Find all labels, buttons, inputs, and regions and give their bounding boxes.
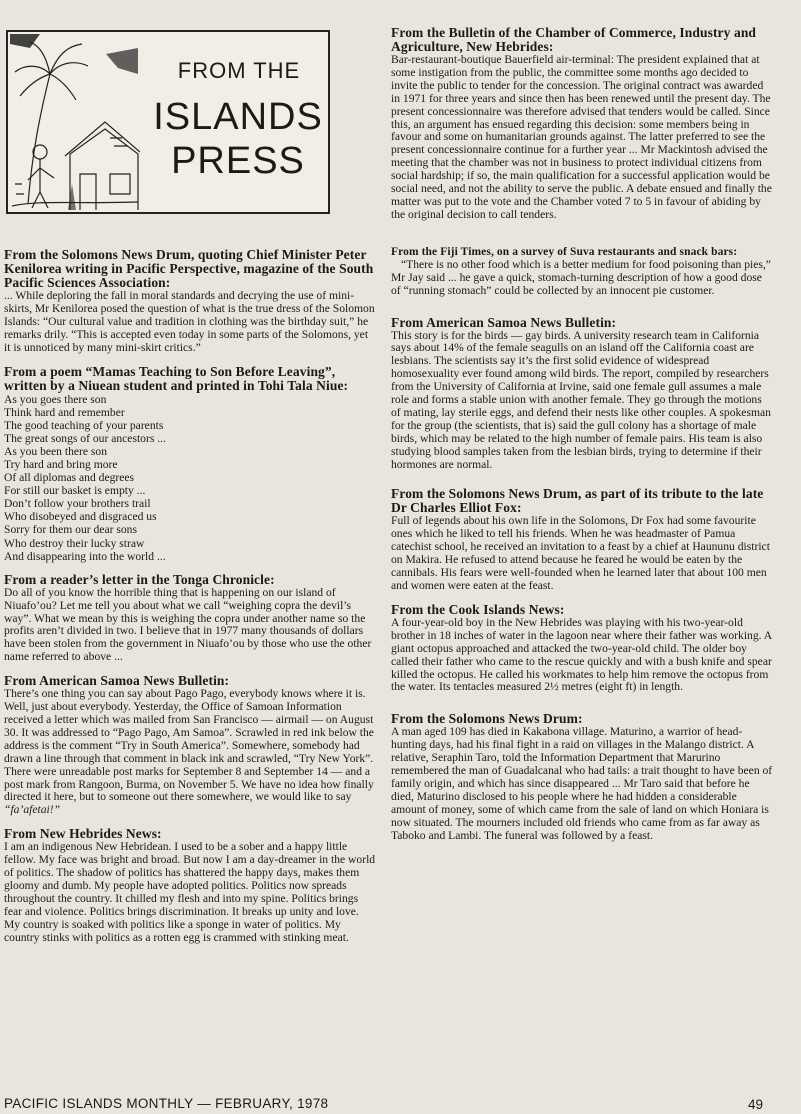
poem-line: Who destroy their lucky straw: [4, 536, 145, 550]
article-heading: From the Fiji Times, on a survey of Suva restaurants and snack bars:: [391, 245, 738, 258]
article-body: ... While deploring the fall in moral standards and decrying the use of mini-skirts, Mr Kenilorea posed the question of what is the true dress of the Solomon Islands: “Our cultural value and tradition in clothing was the birthday suit,” he remarks drily. “This is accepted even today in some parts of the Solomons, yet it is unnoticed by many mini-skirt critics.”: [4, 289, 375, 354]
article-body: A man aged 109 has died in Kakabona village. Maturino, a warrior of head-hunting days, had his final fight in a raid on villages in the Malango district. A relative, Seraphin Taro, told the Information Department that Marurino remembered the man of Guadalcanal who had tails: a trait thought to have been of family origin, and which has since disappeared ... Mr Taro said that before he died, Maturino disclosed to his people where he had hidden a considerable amount of money, some of which came from the sale of land on which Honiara is now situated. The mourners included old friends who came from as far away as Taboko and Lambi. The funeral was followed by a feast.: [391, 725, 773, 842]
article-tonga-chronicle: [4, 573, 376, 664]
article-heading: From the Solomons News Drum, as part of its tribute to the late Dr Charles Elliot Fox:: [391, 486, 764, 516]
masthead-line-press: PRESS: [171, 140, 305, 182]
article-heading: From a poem “Mamas Teaching to Son Before Leaving”, written by a Niuean student and printed in Tohi Tala Niue:: [4, 363, 349, 393]
poem-line: For still our basket is empty ...: [4, 484, 146, 498]
article-heading: From the Solomons News Drum, quoting Chief Minister Peter Kenilorea writing in Pacific Perspective, magazine of the South Pacific Sciences Association:: [4, 247, 374, 290]
poem-line: Try hard and bring more: [4, 458, 118, 471]
right-column: [391, 26, 773, 853]
article-body: A four-year-old boy in the New Hebrides was playing with his two-year-old brother in 18 inches of water in the lagoon near where their father was working. A giant octopus approached and attacked the two-year-old child. The older boy called their father who came to the rescue quickly and with a bush knife and spear killed the octopus. He called his workmates to help him remove the octopus from the water. Its tentacles measured 2½ metres (eight ft) in length.: [391, 615, 772, 694]
article-heading: From American Samoa News Bulletin:: [4, 673, 230, 689]
article-body-italic: “fa’afetai!”: [4, 803, 61, 817]
poem-line: Of all diplomas and degrees: [4, 471, 135, 485]
article-heading: From a reader’s letter in the Tonga Chronicle:: [4, 571, 275, 587]
article-chamber-of-commerce: [391, 26, 773, 222]
poem-line: As you been there son: [4, 444, 108, 458]
article-cook-islands-news: [391, 603, 773, 694]
islander-sketch-illustration: [10, 34, 140, 210]
article-american-samoa-birds: [391, 316, 773, 472]
article-new-hebrides-news: [4, 827, 376, 944]
poem-line: As you goes there son: [4, 392, 107, 406]
article-body: This story is for the birds — gay birds. A university research team in California says about 14% of the female seagulls on an island off the California coast are lesbians. The scientists say it’s the first solid evidence of widespread homosexuality ever found among wild birds. The report, compiled by researchers from the University of California at Irvine, said one female gull assumes a male role and forms a stable union with another female. They go through the motions of mating, lay sterile eggs, and defend their nests like other couples. A spokesman for the group (the scientists, that is) said the gull colony has a shortage of male birds, which may be related to the high number of female pairs. His team is also studying blood samples taken from the lesbian birds, trying to determine if their hormones are normal.: [391, 328, 771, 471]
article-fiji-times: [391, 246, 773, 298]
article-body: Bar-restaurant-boutique Bauerfield air-terminal: The president explained that at some instigation from the public, the committee some months ago decided to invite the public to tender for the concession. The original contract was awarded in 1971 for three years and since then has been renewed until the present day. The present concessionnaire was therefore advised that tenders would be called. Since this, an argument has ensued regarding this decision: some members being in favour and some on humanitarian grounds against. The latter preferred to see the present concessionnaire continue for a further year ... Mr Mackintosh advised the meeting that the chamber was not in business to protect individual citizens from social hardship; if so, the main qualification for a successful application would be social need, and not the ability to serve the public. A debate ensued and finally the matter was put to the vote and the Chamber voted 7 to 5 in favour of abiding by the original decision to call tenders.: [391, 53, 772, 221]
poem-line: The good teaching of your parents: [4, 418, 164, 432]
masthead-line-islands: ISLANDS: [153, 96, 323, 138]
article-heading: From the Bulletin of the Chamber of Commerce, Industry and Agriculture, New Hebrides:: [391, 25, 757, 54]
article-american-samoa-pago-pago: [4, 674, 376, 817]
footer-publication-title: PACIFIC ISLANDS MONTHLY — FEBRUARY, 1978: [4, 1096, 329, 1111]
article-body: Full of legends about his own life in the Solomons, Dr Fox had some favourite ones which he liked to tell his friends. When he was headmaster of Pamua catechist school, he received an invitation to a feast by a chief at Haununu district on Makira. He refused to attend because he feared he would be eaten by the cannibals. His fears were well-founded when he learned later that about 100 men and women were eaten at the feast.: [391, 514, 770, 592]
article-heading: From the Solomons News Drum:: [391, 711, 583, 727]
page-number: 49: [748, 1097, 764, 1112]
poem-line: Who disobeyed and disgraced us: [4, 510, 157, 524]
article-body-text: There’s one thing you can say about Pago Pago, everybody knows where it is. Well, just about everybody. Yesterday, the Office of Samoan Information received a letter which was mailed from San Francisco — airmail — on August 30. It was addressed to “Pago Pago, Am Samoa”. Scrawled in red ink below the address is the comment “Try in South America”. Somewhere, somebody had drawn a line through that comment in black ink and scrawled, “Try New York”. There were unreadable post marks for September 8 and September 14 — and a post mark from Rangoon, Burma, on November 5. We have no idea how finally directed it here, but to someone out there somewhere, we would like to say: [4, 687, 374, 804]
poem-line: Don’t follow your brothers trail: [4, 497, 151, 511]
article-dr-fox-tribute: [391, 487, 773, 592]
masthead-box: [6, 30, 330, 214]
article-solomons-maturino: [391, 712, 773, 842]
poem-line: The great songs of our ancestors ...: [4, 431, 166, 445]
article-heading: From the Cook Islands News:: [391, 601, 565, 617]
article-body: [4, 688, 376, 817]
article-body: “There is no other food which is a better medium for food poisoning than pies,” Mr Jay said ... he gave a quick, stomach-turning description of how a good dose of “running stomach” could be collected by an innocent pie customer.: [391, 257, 771, 297]
article-heading: From American Samoa News Bulletin:: [391, 314, 617, 330]
poem-lines: [4, 393, 376, 563]
poem-line: Sorry for them our dear sons: [4, 523, 137, 537]
article-heading: From New Hebrides News:: [4, 826, 162, 842]
article-body: Do all of you know the horrible thing that is happening on our island of Niuafo’ou? Let me tell you about what we call “weighing copra the devil’s way”. What we mean by this is weighing the copra under another name so the profits aren’t divided in two. I believe that in 1977 many thousands of dollars have been stolen from the government in Niuafo’ou by those who use the other name referred to above ...: [4, 585, 372, 664]
article-body: I am an indigenous New Hebridean. I used to be a sober and a happy little fellow. My face was bright and broad. But now I am a day-dreamer in the world of politics. The shadow of politics has shattered the happy days, makes them gloomy and dumb. My people have adopted politics. Politics now spreads throughout the country. It chilled my flesh and into my spine. Politics brings fear and violence. Politics brings discrimination. It breaks up unity and love. My country is soaked with politics like a sponge in water of politics. My country stinks with politics as a rotten egg is crammed with stinking meat.: [4, 840, 376, 944]
left-column: [4, 30, 376, 955]
masthead-line-from-the: FROM THE: [177, 58, 301, 83]
article-solomons-kenilorea: [4, 248, 376, 355]
poem-line: Think hard and remember: [4, 405, 125, 419]
article-niuean-poem: [4, 365, 376, 563]
poem-line: And disappearing into the world ...: [4, 549, 166, 563]
